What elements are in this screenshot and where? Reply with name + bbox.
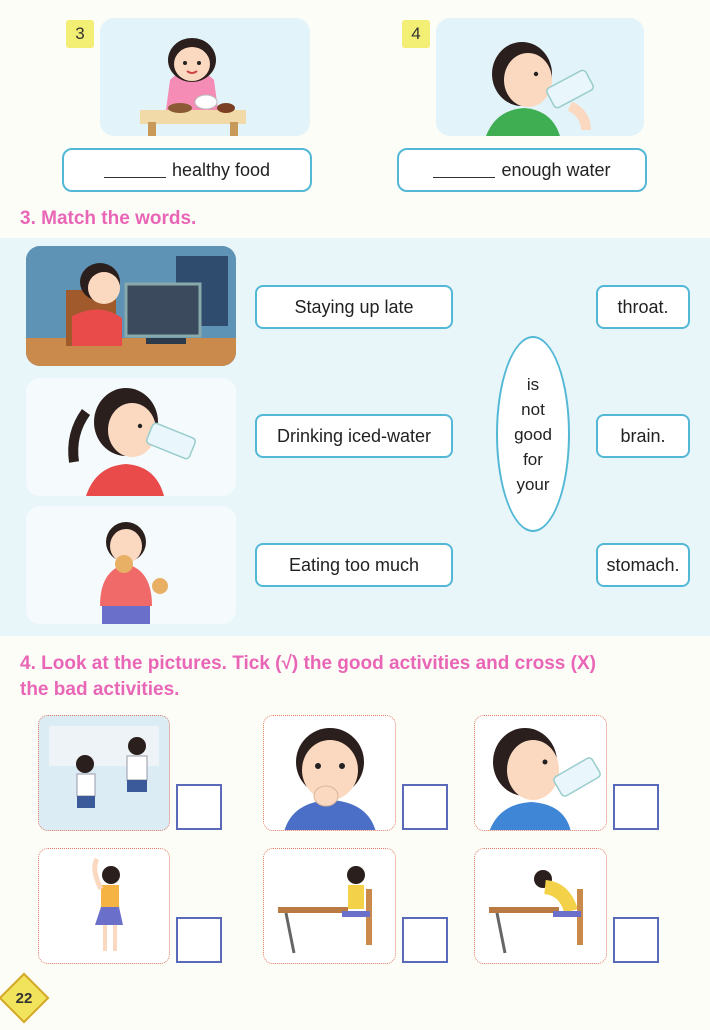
activity-picture-stretching <box>38 848 170 964</box>
tick-box-6[interactable] <box>613 917 659 963</box>
tick-box-1[interactable] <box>176 784 222 830</box>
activity-picture-nose-picking <box>263 715 396 831</box>
boy-drinking-water-icon <box>475 716 607 831</box>
connector-word: your <box>516 474 550 494</box>
activity-picture-drinking-water <box>474 715 607 831</box>
tick-box-2[interactable] <box>402 784 448 830</box>
connector-word: is <box>526 374 540 394</box>
section-4-heading <box>20 651 700 703</box>
phrase-box-eating-too-much[interactable]: Eating too much <box>255 543 453 587</box>
blank-line[interactable] <box>433 163 495 178</box>
connector-word: good <box>514 424 552 444</box>
activity-picture-running <box>38 715 170 831</box>
boy-eating-icon <box>26 506 236 624</box>
boy-at-computer-icon <box>26 246 236 366</box>
blank-line[interactable] <box>104 163 166 178</box>
fill-box-text: enough water <box>501 159 611 180</box>
boy-drinking-illustration <box>436 18 644 136</box>
section-3-heading: 3. Match the words. <box>20 208 197 229</box>
tick-box-4[interactable] <box>176 917 222 963</box>
boy-picking-nose-icon <box>264 716 396 831</box>
boy-slouching-icon <box>475 849 607 964</box>
page-number-badge <box>0 973 49 1024</box>
section-4-heading-line2: the bad activities. <box>20 679 180 700</box>
activity-picture-bad-posture <box>474 848 607 964</box>
girl-eating-illustration <box>100 18 310 136</box>
girl-stretching-icon <box>39 849 170 964</box>
connector-word: not <box>521 399 545 419</box>
tick-box-5[interactable] <box>402 917 448 963</box>
number-badge-3: 3 <box>66 20 94 48</box>
ending-box-stomach[interactable]: stomach. <box>596 543 690 587</box>
fill-box-healthy-food[interactable] <box>62 148 312 192</box>
ending-box-throat[interactable]: throat. <box>596 285 690 329</box>
section-4-heading-line1: 4. Look at the pictures. Tick (√) the good activities and cross (X) <box>20 653 596 674</box>
phrase-box-drinking-iced-water[interactable]: Drinking iced-water <box>255 414 453 458</box>
girl-drinking-illustration <box>26 378 236 496</box>
connector-word: for <box>523 449 543 469</box>
page-number: 22 <box>15 989 33 1007</box>
boy-computer-illustration <box>26 246 236 366</box>
children-running-icon <box>39 716 170 831</box>
boy-sitting-straight-icon <box>264 849 396 964</box>
connector-ellipse <box>496 336 570 532</box>
fill-box-enough-water[interactable] <box>397 148 647 192</box>
fill-box-text: healthy food <box>171 159 271 180</box>
ending-box-brain[interactable]: brain. <box>596 414 690 458</box>
number-badge-4: 4 <box>402 20 430 48</box>
girl-drinking-icon <box>26 378 236 496</box>
girl-eating-icon <box>100 18 310 136</box>
activity-picture-good-posture <box>263 848 396 964</box>
tick-box-3[interactable] <box>613 784 659 830</box>
boy-eating-illustration <box>26 506 236 624</box>
phrase-box-staying-up-late[interactable]: Staying up late <box>255 285 453 329</box>
boy-drinking-icon <box>436 18 644 136</box>
